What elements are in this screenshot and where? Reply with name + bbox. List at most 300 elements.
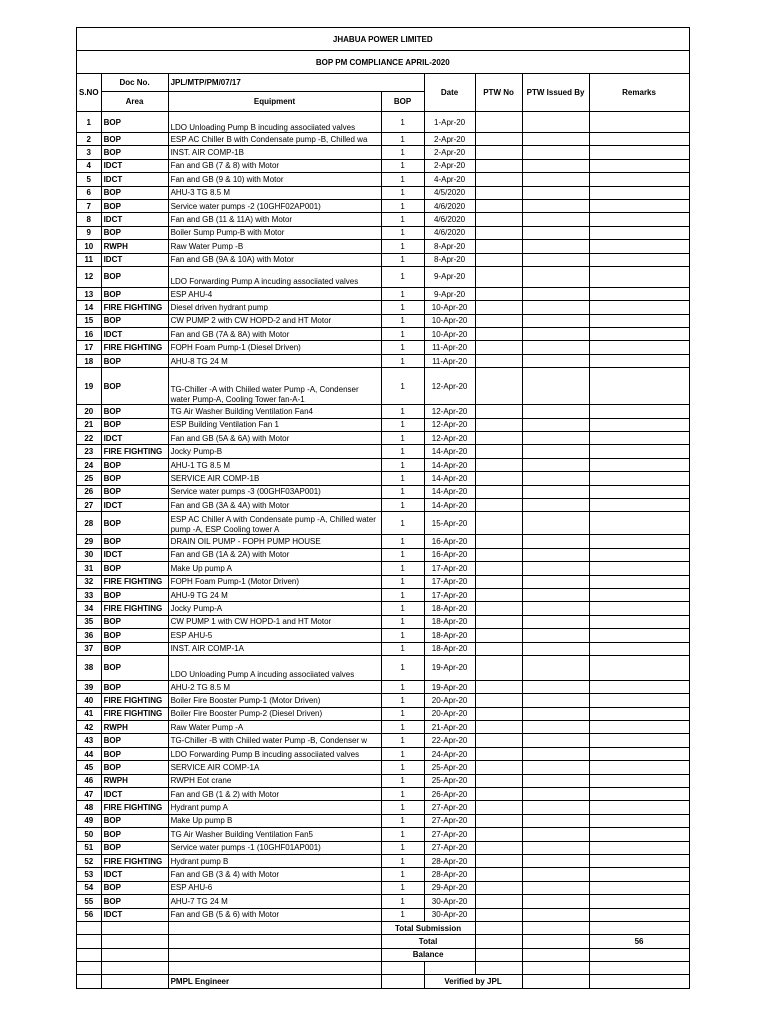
ptw-issued-by-cell — [522, 240, 589, 253]
sno-cell: 33 — [77, 588, 102, 601]
remarks-cell — [589, 828, 689, 841]
equipment-cell: TG Air Washer Building Ventilation Fan5 — [168, 828, 381, 841]
table-row — [77, 253, 690, 266]
table-row — [77, 458, 690, 471]
ptw-issued-by-cell — [522, 328, 589, 341]
equipment-cell: Hydrant pump A — [168, 801, 381, 814]
area-cell: FIRE FIGHTING — [101, 707, 168, 720]
ptw-issued-by-cell — [522, 707, 589, 720]
ptw-no-cell — [475, 841, 522, 854]
bop-cell: 1 — [381, 405, 424, 418]
area-cell: BOP — [101, 405, 168, 418]
equipment-header: Equipment — [168, 92, 381, 112]
bop-cell: 1 — [381, 498, 424, 511]
ptw-no-cell — [475, 186, 522, 199]
ptw-no-cell — [475, 575, 522, 588]
bop-cell: 1 — [381, 747, 424, 760]
ptw-issued-by-cell — [522, 680, 589, 693]
ptw-no-cell — [475, 721, 522, 734]
ptw-issued-by-cell — [522, 213, 589, 226]
table-row — [77, 694, 690, 707]
area-cell: IDCT — [101, 328, 168, 341]
equipment-cell: Fan and GB (3A & 4A) with Motor — [168, 498, 381, 511]
area-cell: BOP — [101, 133, 168, 146]
bop-cell: 1 — [381, 588, 424, 601]
remarks-cell — [589, 694, 689, 707]
area-cell: RWPH — [101, 240, 168, 253]
sno-cell: 15 — [77, 314, 102, 327]
equipment-cell: Fan and GB (9 & 10) with Motor — [168, 173, 381, 186]
table-row — [77, 405, 690, 418]
area-cell: BOP — [101, 629, 168, 642]
remarks-cell — [589, 761, 689, 774]
table-row — [77, 186, 690, 199]
remarks-cell — [589, 747, 689, 760]
ptw-issued-by-cell — [522, 354, 589, 367]
date-cell: 28-Apr-20 — [424, 868, 475, 881]
equipment-cell: ESP AHU-6 — [168, 881, 381, 894]
ptw-no-cell — [475, 405, 522, 418]
ptw-issued-by-cell — [522, 266, 589, 287]
area-cell: BOP — [101, 354, 168, 367]
table-row — [77, 133, 690, 146]
ptw-issued-by-cell — [522, 226, 589, 239]
area-cell: BOP — [101, 642, 168, 655]
bop-cell: 1 — [381, 575, 424, 588]
equipment-cell: Fan and GB (5 & 6) with Motor — [168, 908, 381, 921]
date-cell: 14-Apr-20 — [424, 458, 475, 471]
area-cell: BOP — [101, 761, 168, 774]
equipment-cell: FOPH Foam Pump-1 (Diesel Driven) — [168, 341, 381, 354]
ptw-issued-by-cell — [522, 814, 589, 827]
ptw-issued-by-cell — [522, 562, 589, 575]
ptw-no-cell — [475, 213, 522, 226]
date-cell: 18-Apr-20 — [424, 615, 475, 628]
area-cell: BOP — [101, 512, 168, 535]
ptw-issued-by-cell — [522, 788, 589, 801]
equipment-cell: LDO Unloading Pump A incuding associiated valves — [168, 655, 381, 680]
bop-cell: 1 — [381, 562, 424, 575]
bop-cell: 1 — [381, 512, 424, 535]
table-row — [77, 868, 690, 881]
sno-cell: 10 — [77, 240, 102, 253]
bop-cell: 1 — [381, 694, 424, 707]
remarks-cell — [589, 186, 689, 199]
equipment-cell: Raw Water Pump -A — [168, 721, 381, 734]
bop-cell: 1 — [381, 354, 424, 367]
bop-cell: 1 — [381, 226, 424, 239]
equipment-cell: Service water pumps -1 (10GHF01AP001) — [168, 841, 381, 854]
bop-cell: 1 — [381, 761, 424, 774]
equipment-cell: Make Up pump A — [168, 562, 381, 575]
bop-cell: 1 — [381, 328, 424, 341]
sno-cell: 11 — [77, 253, 102, 266]
bop-cell: 1 — [381, 112, 424, 133]
ptw-no-cell — [475, 146, 522, 159]
sno-cell: 38 — [77, 655, 102, 680]
bop-cell: 1 — [381, 841, 424, 854]
bop-cell: 1 — [381, 472, 424, 485]
ptw-issued-by-cell — [522, 112, 589, 133]
ptw-no-cell — [475, 512, 522, 535]
date-cell: 25-Apr-20 — [424, 774, 475, 787]
remarks-cell — [589, 588, 689, 601]
sno-cell: 56 — [77, 908, 102, 921]
sno-cell: 40 — [77, 694, 102, 707]
ptw-no-cell — [475, 734, 522, 747]
ptw-issued-by-cell — [522, 828, 589, 841]
remarks-cell — [589, 159, 689, 172]
ptw-issued-by-cell — [522, 734, 589, 747]
date-cell: 14-Apr-20 — [424, 485, 475, 498]
ptw-no-cell — [475, 253, 522, 266]
remarks-cell — [589, 498, 689, 511]
table-row — [77, 548, 690, 561]
sno-cell: 31 — [77, 562, 102, 575]
table-row — [77, 240, 690, 253]
ptw-issued-by-cell — [522, 774, 589, 787]
table-row — [77, 146, 690, 159]
ptw-issued-by-cell — [522, 485, 589, 498]
sno-cell: 17 — [77, 341, 102, 354]
area-cell: BOP — [101, 680, 168, 693]
remarks-cell — [589, 418, 689, 431]
ptw-issued-by-cell — [522, 747, 589, 760]
area-cell: FIRE FIGHTING — [101, 445, 168, 458]
ptw-no-cell — [475, 747, 522, 760]
ptw-issued-by-cell — [522, 186, 589, 199]
date-cell: 27-Apr-20 — [424, 841, 475, 854]
sno-cell: 39 — [77, 680, 102, 693]
remarks-cell — [589, 854, 689, 867]
ptw-no-cell — [475, 240, 522, 253]
bop-cell: 1 — [381, 602, 424, 615]
table-row — [77, 814, 690, 827]
date-cell: 27-Apr-20 — [424, 814, 475, 827]
remarks-cell — [589, 801, 689, 814]
remarks-cell — [589, 432, 689, 445]
date-cell: 26-Apr-20 — [424, 788, 475, 801]
area-cell: IDCT — [101, 548, 168, 561]
area-cell: BOP — [101, 562, 168, 575]
ptw-issued-by-cell — [522, 801, 589, 814]
bop-cell: 1 — [381, 881, 424, 894]
sno-cell: 37 — [77, 642, 102, 655]
ptw-no-cell — [475, 341, 522, 354]
ptw-issued-by-cell — [522, 253, 589, 266]
sno-cell: 55 — [77, 895, 102, 908]
balance-label: Balance — [381, 948, 475, 961]
sno-cell: 44 — [77, 747, 102, 760]
equipment-cell: Boiler Fire Booster Pump-1 (Motor Driven) — [168, 694, 381, 707]
table-row — [77, 655, 690, 680]
equipment-cell: Make Up pump B — [168, 814, 381, 827]
table-row — [77, 301, 690, 314]
table-row — [77, 881, 690, 894]
sno-cell: 34 — [77, 602, 102, 615]
area-cell: BOP — [101, 226, 168, 239]
ptw-issued-by-cell — [522, 159, 589, 172]
bop-cell: 1 — [381, 895, 424, 908]
area-header: Area — [101, 92, 168, 112]
remarks-cell — [589, 253, 689, 266]
sno-cell: 41 — [77, 707, 102, 720]
ptw-no-cell — [475, 615, 522, 628]
remarks-cell — [589, 146, 689, 159]
date-cell: 18-Apr-20 — [424, 642, 475, 655]
table-row — [77, 788, 690, 801]
date-cell: 11-Apr-20 — [424, 341, 475, 354]
table-row — [77, 761, 690, 774]
company-title: JHABUA POWER LIMITED — [77, 28, 690, 51]
date-header: Date — [424, 74, 475, 112]
ptw-no-cell — [475, 133, 522, 146]
equipment-cell: TG-Chiller -B with Chiiled water Pump -B, Condenser w — [168, 734, 381, 747]
sno-cell: 45 — [77, 761, 102, 774]
sno-cell: 53 — [77, 868, 102, 881]
ptw-no-cell — [475, 159, 522, 172]
bop-cell: 1 — [381, 828, 424, 841]
remarks-cell — [589, 472, 689, 485]
bop-cell: 1 — [381, 458, 424, 471]
area-cell: IDCT — [101, 173, 168, 186]
ptw-no-cell — [475, 588, 522, 601]
remarks-cell — [589, 868, 689, 881]
summary-blank — [77, 921, 102, 934]
table-row — [77, 472, 690, 485]
equipment-cell: Diesel driven hydrant pump — [168, 301, 381, 314]
equipment-cell: Jocky Pump-B — [168, 445, 381, 458]
sno-cell: 4 — [77, 159, 102, 172]
bop-cell: 1 — [381, 642, 424, 655]
remarks-cell — [589, 485, 689, 498]
ptw-no-cell — [475, 472, 522, 485]
table-row — [77, 341, 690, 354]
date-cell: 20-Apr-20 — [424, 694, 475, 707]
equipment-cell: Jocky Pump-A — [168, 602, 381, 615]
equipment-cell: AHU-8 TG 24 M — [168, 354, 381, 367]
area-cell: BOP — [101, 881, 168, 894]
area-cell: BOP — [101, 615, 168, 628]
remarks-cell — [589, 615, 689, 628]
bop-cell: 1 — [381, 287, 424, 300]
date-cell: 25-Apr-20 — [424, 761, 475, 774]
equipment-cell: Hydrant pump B — [168, 854, 381, 867]
table-row — [77, 418, 690, 431]
sno-cell: 20 — [77, 405, 102, 418]
ptw-issued-by-cell — [522, 458, 589, 471]
table-row — [77, 721, 690, 734]
area-cell: IDCT — [101, 159, 168, 172]
table-row — [77, 908, 690, 921]
date-cell: 24-Apr-20 — [424, 747, 475, 760]
ptw-issued-by-cell — [522, 841, 589, 854]
ptw-no-header: PTW No — [475, 74, 522, 112]
date-cell: 12-Apr-20 — [424, 368, 475, 405]
ptw-no-cell — [475, 314, 522, 327]
table-row — [77, 734, 690, 747]
date-cell: 10-Apr-20 — [424, 328, 475, 341]
equipment-cell: ESP AHU-4 — [168, 287, 381, 300]
equipment-cell: Fan and GB (5A & 6A) with Motor — [168, 432, 381, 445]
remarks-cell — [589, 314, 689, 327]
ptw-no-cell — [475, 707, 522, 720]
sno-header: S.NO — [77, 74, 102, 112]
remarks-cell — [589, 301, 689, 314]
bop-cell: 1 — [381, 680, 424, 693]
ptw-no-cell — [475, 761, 522, 774]
ptw-issued-by-cell — [522, 721, 589, 734]
remarks-cell — [589, 602, 689, 615]
equipment-cell: DRAIN OIL PUMP - FOPH PUMP HOUSE — [168, 535, 381, 548]
ptw-no-cell — [475, 548, 522, 561]
ptw-no-cell — [475, 226, 522, 239]
table-row — [77, 615, 690, 628]
date-cell: 12-Apr-20 — [424, 418, 475, 431]
bop-cell: 1 — [381, 314, 424, 327]
remarks-cell — [589, 328, 689, 341]
area-cell: RWPH — [101, 721, 168, 734]
date-cell: 14-Apr-20 — [424, 472, 475, 485]
sno-cell: 12 — [77, 266, 102, 287]
equipment-cell: AHU-3 TG 8.5 M — [168, 186, 381, 199]
area-cell: IDCT — [101, 253, 168, 266]
ptw-issued-by-cell — [522, 314, 589, 327]
ptw-no-cell — [475, 908, 522, 921]
ptw-issued-by-cell — [522, 615, 589, 628]
bop-cell: 1 — [381, 629, 424, 642]
table-row — [77, 445, 690, 458]
sno-cell: 2 — [77, 133, 102, 146]
area-cell: BOP — [101, 472, 168, 485]
date-cell: 2-Apr-20 — [424, 159, 475, 172]
remarks-cell — [589, 548, 689, 561]
ptw-issued-by-cell — [522, 548, 589, 561]
remarks-cell — [589, 240, 689, 253]
ptw-no-cell — [475, 432, 522, 445]
ptw-no-cell — [475, 642, 522, 655]
remarks-cell — [589, 535, 689, 548]
bop-cell: 1 — [381, 908, 424, 921]
sno-cell: 7 — [77, 199, 102, 212]
sno-cell: 32 — [77, 575, 102, 588]
sno-cell: 46 — [77, 774, 102, 787]
ptw-no-cell — [475, 828, 522, 841]
table-row — [77, 629, 690, 642]
sno-cell: 21 — [77, 418, 102, 431]
ptw-issued-by-cell — [522, 868, 589, 881]
equipment-cell: LDO Forwarding Pump B incuding associiated valves — [168, 747, 381, 760]
bop-cell: 1 — [381, 868, 424, 881]
date-cell: 4-Apr-20 — [424, 173, 475, 186]
table-row — [77, 575, 690, 588]
remarks-cell — [589, 734, 689, 747]
date-cell: 8-Apr-20 — [424, 240, 475, 253]
ptw-no-cell — [475, 485, 522, 498]
remarks-cell — [589, 199, 689, 212]
area-cell: FIRE FIGHTING — [101, 602, 168, 615]
verified-by-label: Verified by JPL — [424, 975, 522, 988]
remarks-cell — [589, 405, 689, 418]
bop-header: BOP — [381, 92, 424, 112]
area-cell: BOP — [101, 535, 168, 548]
remarks-cell — [589, 368, 689, 405]
area-cell: BOP — [101, 588, 168, 601]
ptw-issued-by-cell — [522, 432, 589, 445]
total-value: 56 — [589, 935, 689, 948]
pmpl-engineer-label: PMPL Engineer — [168, 975, 381, 988]
bop-cell: 1 — [381, 707, 424, 720]
bop-cell: 1 — [381, 253, 424, 266]
area-cell: IDCT — [101, 868, 168, 881]
sno-cell: 51 — [77, 841, 102, 854]
area-cell: BOP — [101, 841, 168, 854]
equipment-cell: Fan and GB (7A & 8A) with Motor — [168, 328, 381, 341]
bop-cell: 1 — [381, 655, 424, 680]
table-row — [77, 512, 690, 535]
sno-cell: 9 — [77, 226, 102, 239]
area-cell: BOP — [101, 287, 168, 300]
area-cell: RWPH — [101, 774, 168, 787]
remarks-cell — [589, 173, 689, 186]
equipment-cell: LDO Forwarding Pump A incuding associiated valves — [168, 266, 381, 287]
table-row — [77, 854, 690, 867]
ptw-no-cell — [475, 368, 522, 405]
bop-cell: 1 — [381, 199, 424, 212]
bop-cell: 1 — [381, 266, 424, 287]
remarks-cell — [589, 445, 689, 458]
sno-cell: 43 — [77, 734, 102, 747]
table-row — [77, 173, 690, 186]
ptw-issued-by-cell — [522, 895, 589, 908]
date-cell: 4/6/2020 — [424, 226, 475, 239]
remarks-cell — [589, 562, 689, 575]
sno-cell: 42 — [77, 721, 102, 734]
sno-cell: 16 — [77, 328, 102, 341]
table-row — [77, 226, 690, 239]
date-cell: 10-Apr-20 — [424, 301, 475, 314]
date-cell: 10-Apr-20 — [424, 314, 475, 327]
equipment-cell: Fan and GB (1A & 2A) with Motor — [168, 548, 381, 561]
table-row — [77, 213, 690, 226]
equipment-cell: Service water pumps -3 (00GHF03AP001) — [168, 485, 381, 498]
table-row — [77, 801, 690, 814]
table-row — [77, 828, 690, 841]
equipment-cell: AHU-9 TG 24 M — [168, 588, 381, 601]
ptw-no-cell — [475, 868, 522, 881]
remarks-cell — [589, 512, 689, 535]
ptw-issued-by-cell — [522, 341, 589, 354]
table-row — [77, 774, 690, 787]
area-cell: IDCT — [101, 788, 168, 801]
sno-cell: 36 — [77, 629, 102, 642]
ptw-no-cell — [475, 199, 522, 212]
table-row — [77, 642, 690, 655]
area-cell: BOP — [101, 828, 168, 841]
date-cell: 1-Apr-20 — [424, 112, 475, 133]
date-cell: 16-Apr-20 — [424, 535, 475, 548]
sno-cell: 19 — [77, 368, 102, 405]
table-row — [77, 895, 690, 908]
area-cell: FIRE FIGHTING — [101, 854, 168, 867]
ptw-issued-by-cell — [522, 498, 589, 511]
area-cell: BOP — [101, 655, 168, 680]
ptw-no-cell — [475, 562, 522, 575]
ptw-no-cell — [475, 173, 522, 186]
equipment-cell: Fan and GB (11 & 11A) with Motor — [168, 213, 381, 226]
ptw-issued-by-cell — [522, 588, 589, 601]
ptw-no-cell — [475, 801, 522, 814]
